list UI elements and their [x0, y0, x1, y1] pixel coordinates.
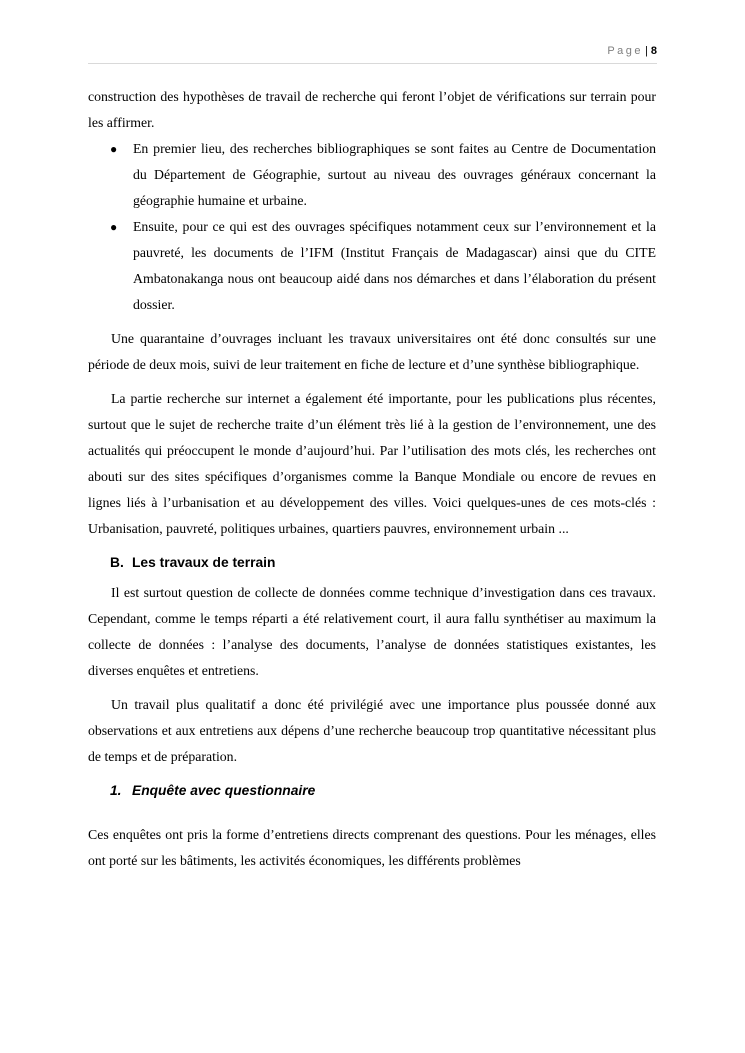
- paragraph-fieldwork: Il est surtout question de collecte de données comme technique d’investigation dans ces travaux. Cependant, comme le temps réparti a été relativement court, il aura fallu synthétiser au maximum la collecte de données : l’analyse des documents, l’analyse de données statistiques existantes, les diverses enquêtes et entretiens.: [88, 585, 656, 678]
- header-rule: [88, 63, 657, 64]
- section-title: Les travaux de terrain: [132, 555, 276, 570]
- intro-paragraph: construction des hypothèses de travail de recherche qui feront l’objet de vérifications sur terrain pour les affirmer.: [88, 89, 656, 130]
- subsection-title: Enquête avec questionnaire: [132, 783, 316, 798]
- subsection-number: 1.: [110, 783, 122, 798]
- section-number: B.: [110, 555, 124, 570]
- page-number: 8: [650, 45, 657, 57]
- list-item: [88, 214, 656, 318]
- page-separator: |: [645, 45, 648, 57]
- paragraph-qualitative: Un travail plus qualitatif a donc été privilégié avec une importance plus poussée donné aux observations et aux entretiens aux dépens d’une recherche beaucoup trop quantitative nécessitant plus de temps et de préparation.: [88, 697, 656, 764]
- paragraph-surveys: Ces enquêtes ont pris la forme d’entretiens directs comprenant des questions. Pour les ménages, elles ont porté sur les bâtiments, les activités économiques, les différents problèmes: [88, 827, 656, 868]
- page-label: Page: [607, 45, 644, 57]
- bullet-icon: ●: [110, 220, 118, 234]
- list-item-text: En premier lieu, des recherches bibliographiques se sont faites au Centre de Documentation du Département de Géographie, surtout au niveau des ouvrages généraux concernant la géographie humaine et urbaine.: [133, 141, 656, 208]
- document-body: [88, 84, 656, 874]
- page-header: [607, 44, 657, 58]
- subsection-heading-1: [88, 778, 656, 804]
- list-item-text: Ensuite, pour ce qui est des ouvrages spécifiques notamment ceux sur l’environnement et la pauvreté, les documents de l’IFM (Institut Français de Madagascar) ainsi que du CITE Ambatonakanga nous ont beaucoup aidé dans nos démarches et dans l’élaboration du présent dossier.: [133, 219, 656, 312]
- bullet-list: [88, 136, 656, 318]
- paragraph-sources: Une quarantaine d’ouvrages incluant les travaux universitaires ont été donc consultés sur une période de deux mois, suivi de leur traitement en fiche de lecture et d’une synthèse bibliographique.: [88, 331, 656, 372]
- bullet-icon: ●: [110, 142, 118, 156]
- section-heading-b: [88, 550, 656, 576]
- list-item: [88, 136, 656, 214]
- paragraph-internet: La partie recherche sur internet a également été importante, pour les publications plus récentes, surtout que le sujet de recherche traite d’un élément très lié à la gestion de l’environnement, une des actualités qui préoccupent le monde d’aujourd’hui. Par l’utilisation des mots clés, les recherches ont abouti sur des sites spécifiques d’organismes comme la Banque Mondiale ou encore de revues en lignes liés à l’urbanisation et au développement des villes. Voici quelques-unes de ces mots-clés : Urbanisation, pauvreté, politiques urbaines, quartiers pauvres, environnement urbain ...: [88, 391, 656, 536]
